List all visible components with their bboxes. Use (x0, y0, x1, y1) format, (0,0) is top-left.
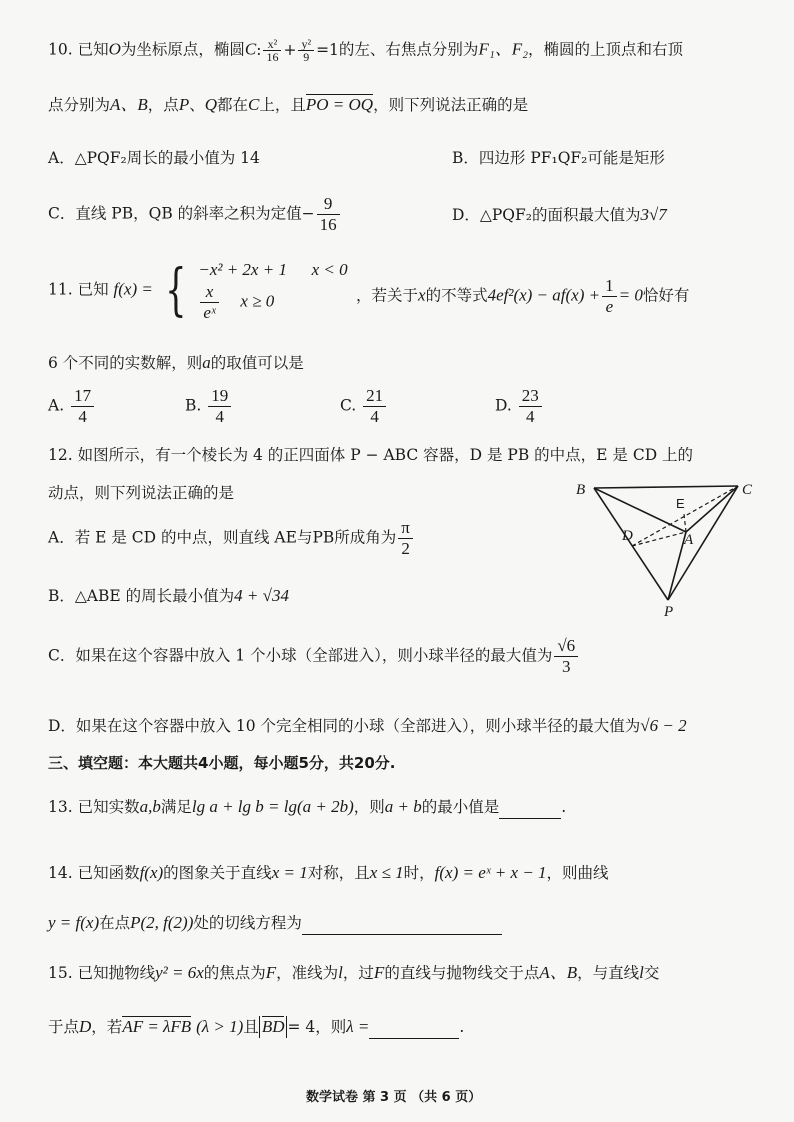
q11-option-c-label: C. (340, 396, 357, 415)
q15-line1 (48, 962, 659, 984)
q12-option-b (48, 584, 289, 606)
q11-option-b (185, 386, 233, 427)
q15-answer-blank[interactable] (369, 1016, 459, 1039)
q13-text: 满足 (160, 798, 192, 816)
q12-option-a-frac (398, 518, 413, 559)
q12-option-c-text: C．如果在这个容器中放入 1 个小球（全部进入），则小球半径的最大值为 (48, 646, 553, 665)
q15-points: A、B (539, 963, 578, 982)
label-d: D (622, 528, 633, 544)
q14-text: 14. 已知函数 (48, 864, 140, 882)
q14-text: ，则曲线 (546, 864, 609, 882)
q11-cases (198, 258, 347, 323)
edge-ca (686, 486, 738, 532)
label-e: E (676, 496, 685, 511)
q11-case1 (198, 258, 347, 282)
ellipse-d1: 16 (266, 50, 279, 64)
q11-case2-frac (200, 282, 218, 323)
q15-text: 交 (643, 964, 660, 982)
q11-line1-right (356, 276, 689, 317)
q11-var-x: x (418, 285, 426, 305)
label-c: C (742, 482, 753, 498)
q10-point-p: P (178, 95, 190, 114)
q10-option-d-value: 3√7 (640, 205, 667, 224)
q11-case1-cond: x < 0 (311, 260, 348, 279)
q13-equation: lg a + lg b = lg(a + 2b) (191, 797, 354, 816)
q12-option-a-den: 2 (401, 539, 410, 558)
q11-text: 6 个不同的实数解，则 (48, 354, 203, 372)
q12-line1: 12. 如图所示，有一个棱长为 4 的正四面体 P − ABC 容器，D 是 PB 的中点，E 是 CD 上的 (48, 446, 694, 464)
q11-option-a (48, 386, 96, 427)
q15-text: 且 (243, 1018, 259, 1036)
q14-curve: y = f(x) (48, 913, 100, 932)
q10-option-c-num: 9 (317, 194, 340, 215)
q10-ellipse-name: C (248, 95, 260, 114)
q10-option-d-text: D．△PQF₂的面积最大值为 (452, 206, 641, 224)
q11-option-c (340, 386, 388, 427)
q15-text: 的直线与抛物线交于点 (384, 964, 540, 982)
q12-option-d (48, 714, 687, 736)
q11-line1 (48, 258, 348, 323)
q10-option-c-frac (317, 194, 340, 235)
q15-text: = 4，则 (287, 1018, 347, 1036)
q10-option-c (48, 194, 342, 235)
section-heading: 三、填空题：本大题共4小题，每小题5分，共20分. (48, 754, 396, 772)
q11-text: ，若关于 (356, 286, 419, 305)
q15-text: ，准线为 (276, 964, 339, 982)
q14-answer-blank[interactable] (302, 912, 502, 935)
q10-option-a: A．△PQF₂周长的最小值为 14 (48, 149, 260, 167)
q14-point: P(2, f(2)) (130, 913, 194, 932)
q12-option-a-num: π (398, 518, 413, 539)
q11-option-c-frac (363, 386, 386, 427)
q14-text: 时， (403, 864, 435, 882)
q12-option-c (48, 636, 580, 677)
q13-vars: a,b (139, 797, 161, 816)
q15-directrix: l (639, 963, 644, 982)
q11-option-b-num: 19 (208, 386, 231, 407)
segment-ae (684, 514, 686, 532)
q14-condition: x ≤ 1 (369, 863, 404, 882)
q11-brace: { (164, 257, 187, 323)
q11-text: 的不等式 (425, 286, 488, 305)
ellipse-equation: : $\frac{\text{x²}}{16}$ + $\frac{\text{y²}}{9}$ =1 (256, 37, 339, 64)
q15-text: ，过 (342, 964, 374, 982)
q10-foci: F₁、F₂ (478, 39, 529, 59)
q11-number: 11. 已知 (48, 280, 109, 299)
q15-bd-magnitude (259, 1016, 288, 1038)
segment-da (632, 532, 686, 546)
q15-line2 (48, 1016, 464, 1039)
q11-option-a-frac (71, 386, 94, 427)
q12-line2: 动点，则下列说法正确的是 (48, 484, 235, 502)
q15-focus: F (265, 963, 277, 982)
q10-option-b: B．四边形 PF₁QF₂可能是矩形 (452, 149, 665, 167)
q14-line1 (48, 862, 609, 884)
q15-text: ，若 (91, 1018, 123, 1036)
q10-text: 上，且 (259, 96, 306, 114)
q11-option-d (495, 386, 544, 427)
q12-option-a-text: A．若 E 是 CD 的中点，则直线 AE与PB所成角为 (48, 528, 397, 547)
q11-option-d-frac (519, 386, 542, 427)
label-a: A (684, 532, 694, 548)
ellipse-y-term (298, 38, 314, 63)
q12-option-d-value: √6 − 2 (640, 716, 687, 735)
q11-text: 的取值可以是 (210, 354, 304, 372)
q11-eq0: = 0 (618, 285, 643, 305)
q10-ellipse-name: C (244, 39, 257, 59)
q11-option-c-num: 21 (363, 386, 386, 407)
q10-point-q: Q (204, 95, 217, 114)
q11-option-d-num: 23 (519, 386, 542, 407)
q11-option-c-den: 4 (370, 407, 379, 426)
q12-option-b-text: B．△ABE 的周长最小值为 (48, 587, 235, 605)
q10-text: ，点 (147, 96, 179, 114)
q10-text: ，则下列说法正确的是 (373, 96, 529, 114)
q10-text: 都在 (217, 96, 249, 114)
q12-option-c-frac (554, 636, 578, 677)
q11-one: 1 (602, 276, 617, 297)
q11-var-a: a (202, 353, 211, 372)
edge-bc (594, 486, 738, 488)
q11-option-b-label: B. (185, 396, 202, 415)
q10-text: 点分别为 (48, 96, 111, 114)
q15-text: 于点 (48, 1018, 80, 1036)
ellipse-x2: x² (263, 38, 281, 51)
edge-bp (594, 488, 668, 600)
q15-directrix: l (338, 963, 343, 982)
q10-vector-eq: PO = OQ (305, 95, 374, 114)
q10-line1 (48, 38, 683, 63)
q15-text: ，与直线 (577, 964, 640, 982)
q11-case2 (198, 282, 347, 323)
q14-text: 处的切线方程为 (193, 914, 302, 932)
q15-bd: BD (261, 1017, 285, 1036)
q11-e: e (605, 297, 614, 316)
q14-line2 (48, 912, 502, 935)
q12-option-d-text: D．如果在这个容器中放入 10 个完全相同的小球（全部进入），则小球半径的最大值为 (48, 717, 641, 735)
q10-number: 10. 已知 (48, 40, 109, 59)
q14-text: 的图象关于直线 (163, 864, 272, 882)
q13-text: 13. 已知实数 (48, 798, 140, 816)
q10-text: ，椭圆的上顶点和右顶 (528, 40, 684, 59)
ellipse-y2: y² (298, 38, 314, 51)
q10-option-c-den: 16 (319, 215, 337, 234)
page-footer: 数学试卷 第 3 页 （共 6 页） (306, 1090, 482, 1105)
q14-axis: x = 1 (271, 863, 308, 882)
q12-option-c-num: √6 (554, 636, 578, 657)
q11-text: 恰好有 (642, 286, 690, 305)
q10-option-d (452, 203, 667, 225)
q15-focus: F (373, 963, 385, 982)
q14-text: 在点 (99, 914, 131, 932)
ellipse-x-term (263, 38, 281, 63)
ellipse-eq: =1 (316, 40, 339, 59)
q11-line2 (48, 352, 304, 374)
q11-case2-den: eˣ (203, 303, 216, 322)
q14-text: 对称，且 (307, 864, 370, 882)
q13-text: 的最小值是 (421, 798, 500, 816)
q12-option-b-value: 4 + √34 (234, 586, 289, 605)
q11-case2-cond: x ≥ 0 (240, 291, 275, 311)
q15-vector-eq: AF = λFB (122, 1017, 192, 1036)
q14-definition: f(x) = eˣ + x − 1 (434, 863, 547, 882)
q15-condition: (λ > 1) (196, 1017, 244, 1036)
tetrahedron-figure (570, 476, 770, 620)
q15-lambda: λ = (346, 1017, 370, 1036)
q10-option-c-text: C．直线 PB，QB 的斜率之积为定值− (48, 204, 315, 223)
q14-function: f(x) (139, 863, 164, 882)
q15-point-d: D (79, 1017, 92, 1036)
label-p: P (664, 604, 674, 620)
q13-answer-blank[interactable] (499, 796, 561, 819)
q11-option-a-num: 17 (71, 386, 94, 407)
q11-case2-num: x (200, 282, 218, 303)
label-b: B (576, 482, 586, 498)
q10-line2: 点分别为A、B，点P、Q都在C上，且PO = OQ，则下列说法正确的是 (48, 95, 529, 114)
q11-option-b-frac (208, 386, 231, 427)
q11-option-d-den: 4 (526, 407, 535, 426)
q11-option-d-label: D. (495, 396, 512, 415)
q12-option-c-den: 3 (562, 657, 571, 676)
q11-inequality: 4ef²(x) − af(x) + (487, 285, 601, 305)
q15-text: 的焦点为 (203, 964, 266, 982)
q15-text: 15. 已知抛物线 (48, 964, 156, 982)
q12-option-a (48, 518, 415, 559)
q13-end: . (561, 798, 567, 816)
q13-text: ，则 (353, 798, 385, 816)
q13-line (48, 796, 566, 819)
ellipse-d2: 9 (303, 50, 310, 64)
q11-option-b-den: 4 (215, 407, 225, 426)
q11-option-a-den: 4 (78, 407, 87, 426)
q11-function: f(x) = (113, 279, 153, 299)
q13-sum: a + b (384, 797, 422, 816)
q10-vertices: A、B (110, 95, 148, 114)
q11-one-over-e (602, 276, 617, 317)
q11-case1-expr: −x² + 2x + 1 (198, 260, 287, 279)
q15-parabola: y² = 6x (155, 963, 204, 982)
q11-option-a-label: A. (48, 396, 65, 415)
q10-text: 为坐标原点，椭圆 (120, 40, 245, 59)
q10-text: 的左、右焦点分别为 (338, 40, 479, 59)
q10-origin: O (108, 39, 121, 59)
q15-end: . (459, 1018, 465, 1036)
